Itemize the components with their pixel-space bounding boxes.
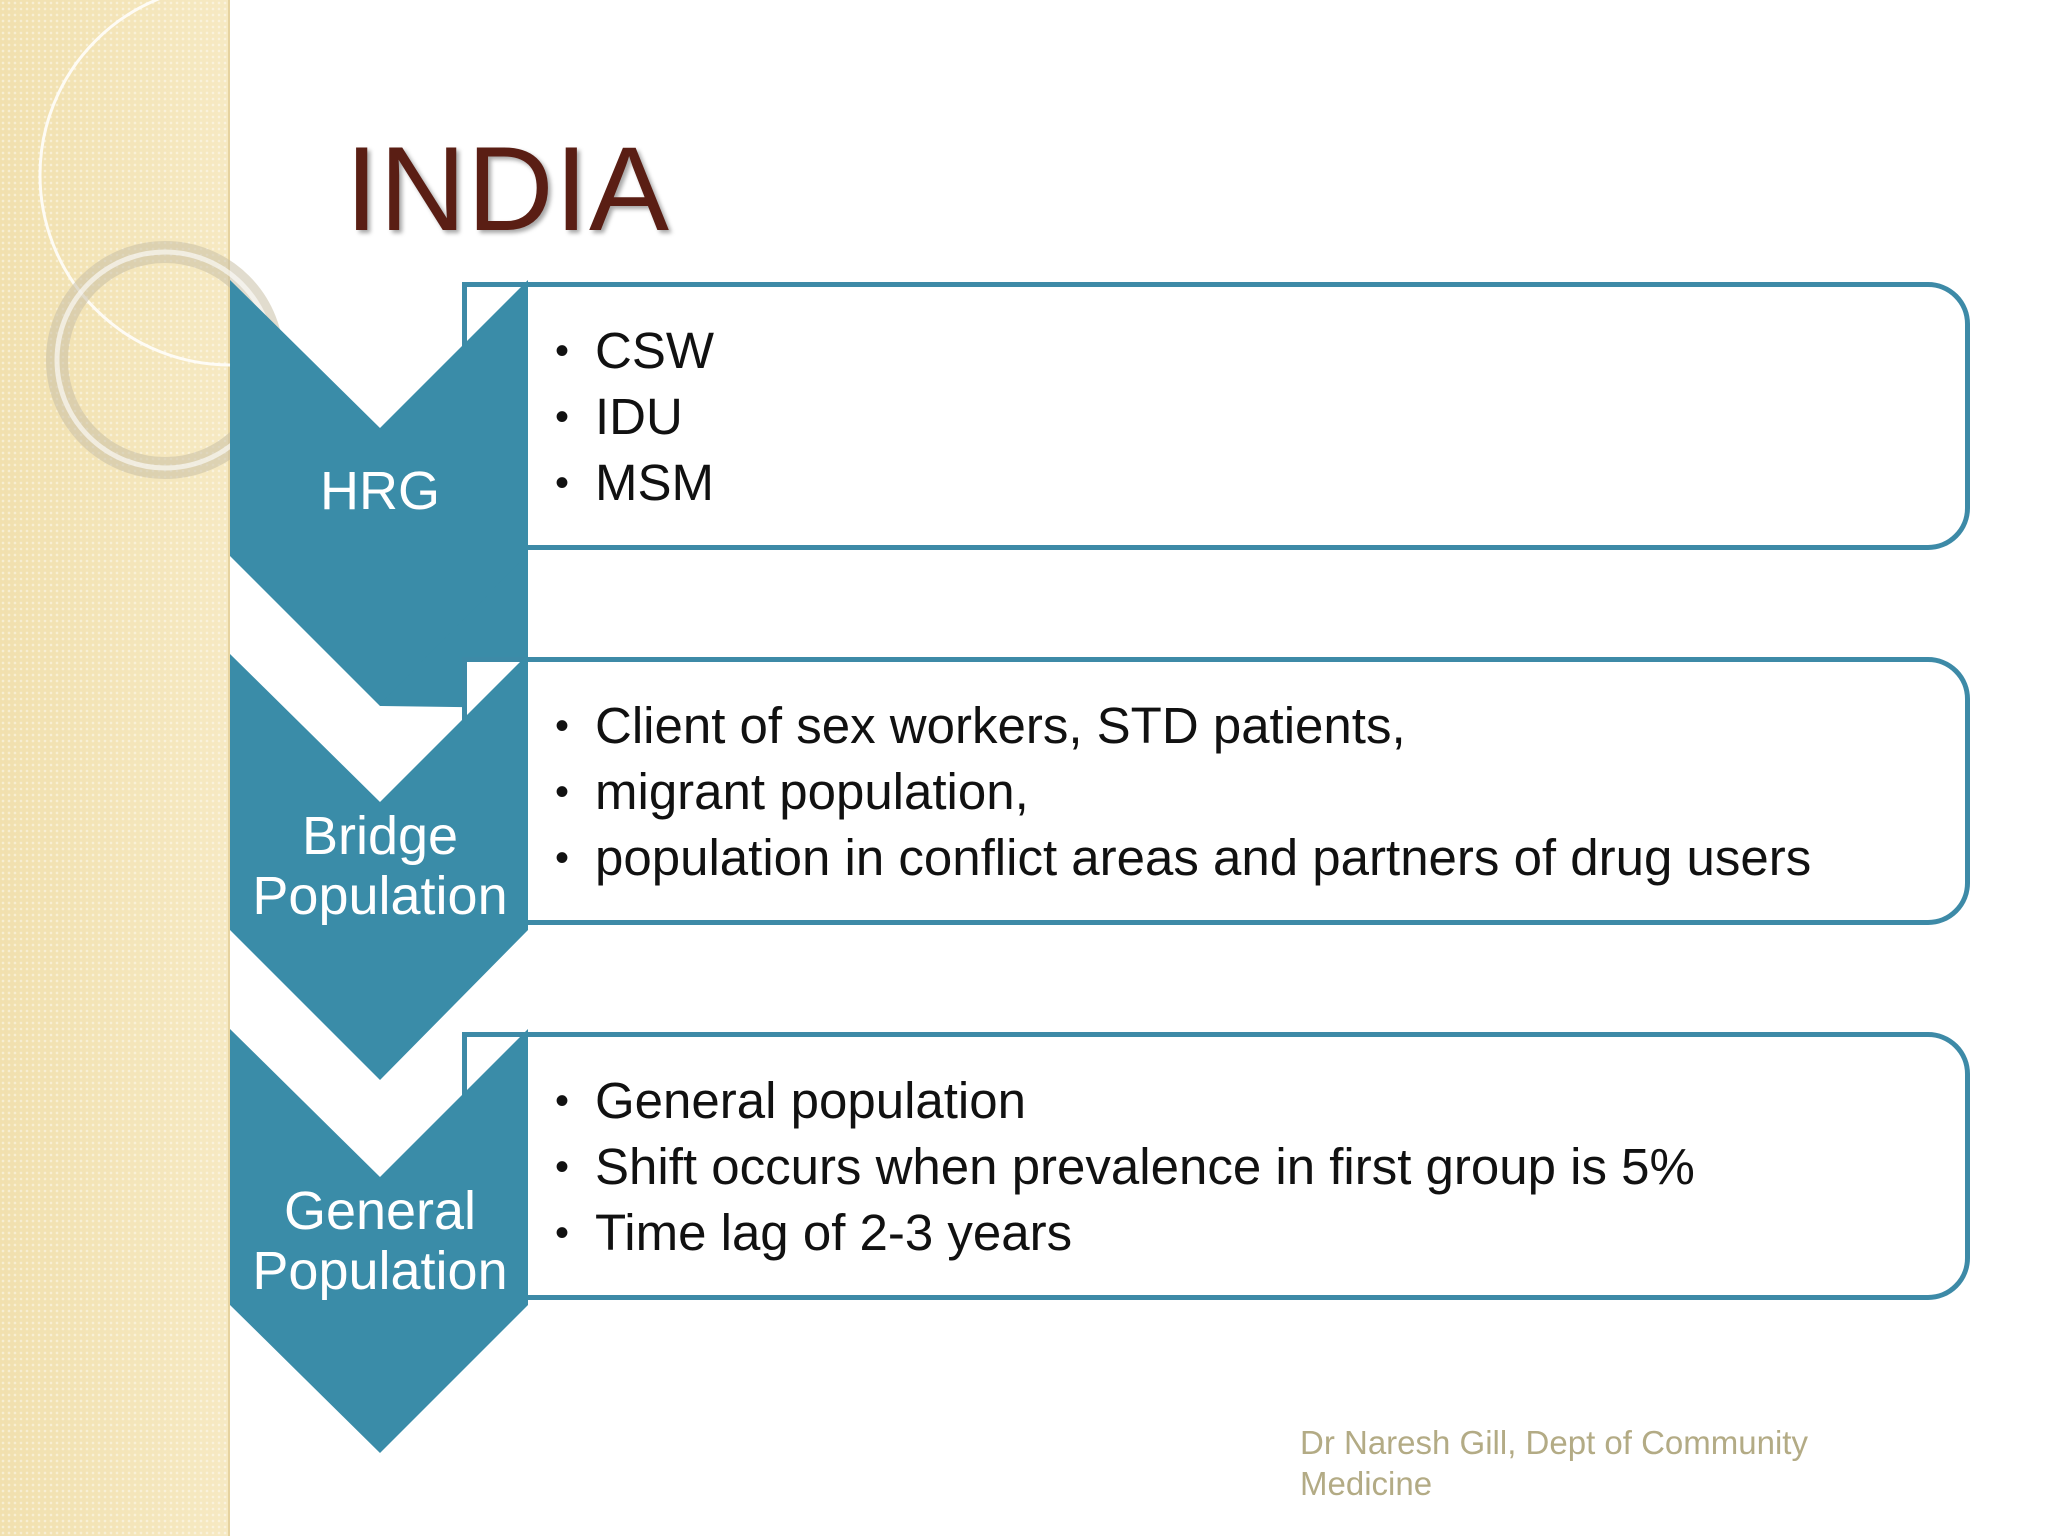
list-item [555,1068,1695,1134]
bullet-dot: • [555,704,570,748]
bullet-dot: • [555,395,570,439]
list-item-text: General population [595,1072,1026,1129]
bullet-list [555,1068,1695,1266]
list-item-text: Client of sex workers, STD patients, [595,697,1406,754]
list-item-text: MSM [595,454,714,511]
list-item-text: population in conflict areas and partners of drug users [595,829,1812,886]
list-item [555,1134,1695,1200]
bullet-dot: • [555,461,570,505]
bullet-list [555,693,1811,891]
bullet-dot: • [555,1145,570,1189]
bullet-dot: • [555,836,570,880]
list-item [555,384,714,450]
list-item [555,450,714,516]
list-item [555,318,714,384]
bullet-list [555,318,714,516]
list-item-text: Time lag of 2-3 years [595,1204,1073,1261]
list-item-text: Shift occurs when prevalence in first group is 5% [595,1138,1695,1195]
slide-title: INDIA [345,122,671,256]
bullet-dot: • [555,770,570,814]
chevron-label: General Population [252,1181,508,1301]
footer-credit: Dr Naresh Gill, Dept of Community Medicine [1300,1424,1808,1502]
list-item [555,825,1811,891]
list-item-text: CSW [595,322,714,379]
list-item [555,1200,1695,1266]
decorative-circles [0,0,240,520]
list-item-text: IDU [595,388,683,445]
list-item [555,759,1811,825]
bullet-dot: • [555,1079,570,1123]
list-item [555,693,1811,759]
list-item-text: migrant population, [595,763,1029,820]
bullet-dot: • [555,329,570,373]
bullet-dot: • [555,1211,570,1255]
chevron-label: HRG [320,461,440,521]
chevron-label: Bridge Population [252,806,508,926]
